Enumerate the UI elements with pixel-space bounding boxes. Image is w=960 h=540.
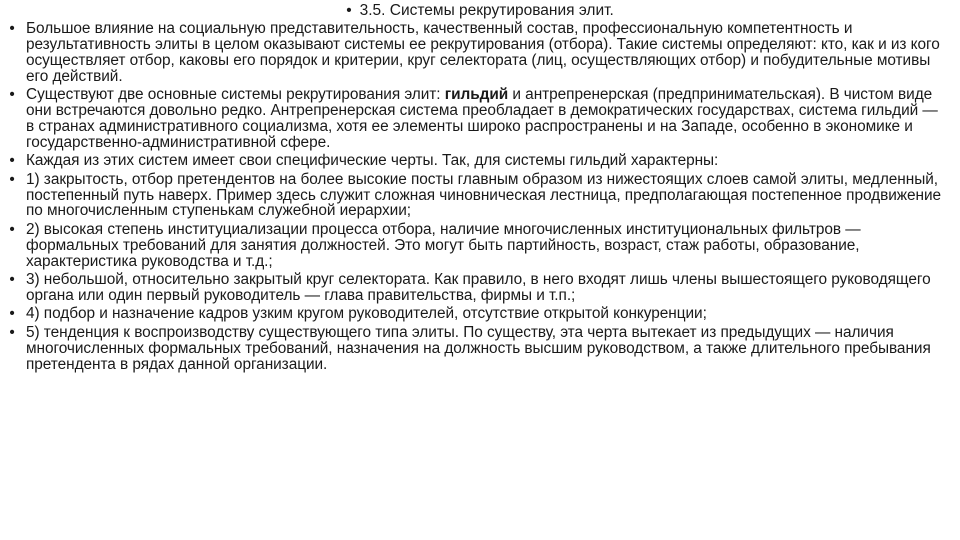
bullet-item-3: [6, 153, 950, 169]
bullet-marker: •: [9, 271, 15, 289]
bullet-text: Большое влияние на социальную представительность, качественный состав, профессиональную компетентность и результативность элиты в целом оказывают системы ее рекрутирования (отбора). Такие системы определяют: кто, как и из кого осуществляет отбор, каковы его порядок и критерии, круг селектората (лиц, осуществляющих отбор) и побудительные мотивы его действий.: [26, 20, 940, 85]
bullet-marker: •: [9, 20, 15, 37]
bullet-text: Существуют две основные системы рекрутирования элит:: [26, 86, 445, 104]
bullet-item-5: [6, 222, 950, 270]
bullet-item-2: [6, 87, 950, 151]
bullet-item-7: [6, 306, 950, 322]
bullet-item-4: [6, 172, 950, 220]
bullet-bold-term: гильдий: [444, 86, 509, 104]
bullet-marker: •: [9, 86, 15, 104]
bullet-text: Каждая из этих систем имеет свои специфические черты. Так, для системы гильдий характерны:: [26, 152, 719, 170]
bullet-text: 4) подбор и назначение кадров узким кругом руководителей, отсутствие открытой конкуренции;: [26, 305, 707, 323]
bullet-marker: •: [9, 170, 15, 188]
bullet-item-6: [6, 272, 950, 304]
bullet-text: 1) закрытость, отбор претендентов на более высокие посты главным образом из нижестоящих слоев самой элиты, медленный, постепенный путь наверх. Пример здесь служит сложная чиновническая лестница, предполагающая постепенное продвижение по многочисленным ступенькам служебной иерархии;: [26, 170, 941, 220]
title-bullet: •: [346, 2, 352, 19]
bullet-item-1: [6, 21, 950, 85]
bullet-marker: •: [9, 305, 15, 323]
bullet-marker: •: [9, 323, 15, 341]
title-text: 3.5. Системы рекрутирования элит.: [359, 2, 614, 19]
bullet-marker: •: [9, 220, 15, 238]
bullet-text: 3) небольшой, относительно закрытый круг селектората. Как правило, в него входят лишь члены вышестоящего руководящего органа или один первый руководитель — глава правительства, фирмы и т.п.;: [26, 271, 931, 304]
bullet-marker: •: [9, 152, 15, 170]
bullet-text: 5) тенденция к воспроизводству существующего типа элиты. По существу, эта черта вытекает из предыдущих — наличия многочисленных формальных требований, назначения на должность высшим руководством, а также длительного пребывания претендента в рядах данной организации.: [26, 323, 931, 373]
bullet-text: 2) высокая степень институциализации процесса отбора, наличие многочисленных институциональных фильтров — формальных требований для занятия должностей. Это могут быть партийность, возраст, стаж работы, образование, характеристика руководства и т.д.;: [26, 220, 861, 270]
bullet-text-continued: и антрепренерская (предпринимательская). В чистом виде они встречаются довольно редко. Антрепренерская система преобладает в демократических государствах, система гильдий — в странах административного социализма, хотя ее элементы широко распространены и на Западе, особенно в экономике и государственно-административной сфере.: [26, 86, 938, 151]
slide-title: [0, 2, 960, 20]
bullet-item-8: [6, 325, 950, 373]
bullet-list: [6, 21, 950, 375]
